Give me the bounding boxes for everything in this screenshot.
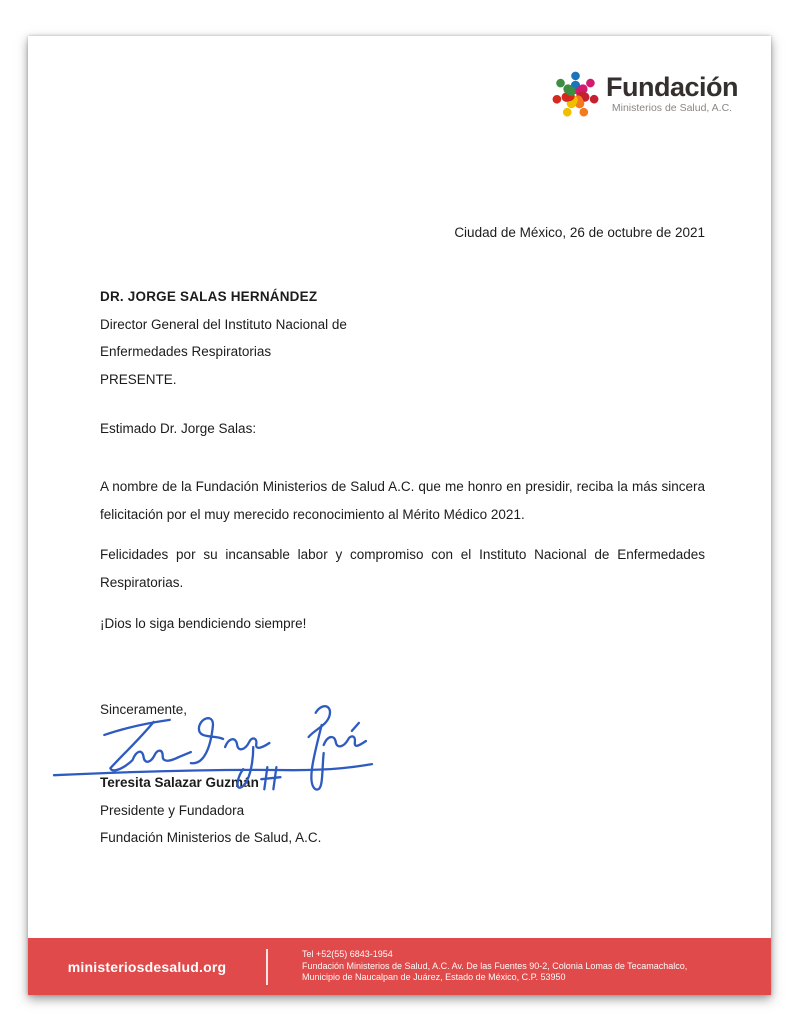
logo-subtitle: Ministerios de Salud, A.C. bbox=[611, 102, 733, 114]
body-paragraph-1: A nombre de la Fundación Ministerios de Salud A.C. que me honro en presidir, reciba la más sincera felicitación por el muy merecido reconocimiento al Mérito Médico 2021. bbox=[100, 479, 705, 522]
recipient-name: DR. JORGE SALAS HERNÁNDEZ bbox=[100, 289, 318, 304]
footer-phone: Tel +52(55) 6843-1954 bbox=[302, 949, 393, 960]
closing-line: Sinceramente, bbox=[100, 702, 188, 717]
signer-name: Teresita Salazar Guzmán bbox=[100, 775, 259, 790]
body-paragraph-2: Felicidades por su incansable labor y compromiso con el Instituto Nacional de Enfermedades Respiratorias. bbox=[100, 547, 705, 590]
footer-contact-block bbox=[268, 949, 771, 984]
footer-address-line2: Municipio de Naucalpan de Juárez, Estado de México, C.P. 53950 bbox=[302, 972, 566, 983]
footer-website: ministeriosdesalud.org bbox=[67, 958, 227, 975]
logo-title: Fundación bbox=[606, 72, 738, 102]
logo-wordmark bbox=[606, 73, 738, 115]
letter-page bbox=[28, 36, 771, 995]
date-line: Ciudad de México, 26 de octubre de 2021 bbox=[454, 225, 705, 240]
recipient-title-line1: Director General del Instituto Nacional de bbox=[100, 316, 347, 332]
signer-organization: Fundación Ministerios de Salud, A.C. bbox=[100, 830, 322, 845]
body-paragraph-3: ¡Dios lo siga bendiciendo siempre! bbox=[100, 616, 307, 631]
recipient-title-line2: Enfermedades Respiratorias bbox=[100, 344, 272, 359]
footer-address-line1: Fundación Ministerios de Salud, A.C. Av. De las Fuentes 90-2, Colonia Lomas de Tecamachalco, bbox=[302, 960, 688, 971]
handwritten-signature bbox=[52, 694, 374, 796]
logo bbox=[552, 69, 738, 119]
salutation: Estimado Dr. Jorge Salas: bbox=[100, 421, 257, 436]
recipient-block bbox=[100, 283, 705, 393]
footer-bar bbox=[28, 938, 771, 995]
signer-title: Presidente y Fundadora bbox=[100, 802, 245, 818]
recipient-presente: PRESENTE. bbox=[100, 371, 177, 387]
people-circle-logo-icon bbox=[552, 69, 599, 119]
